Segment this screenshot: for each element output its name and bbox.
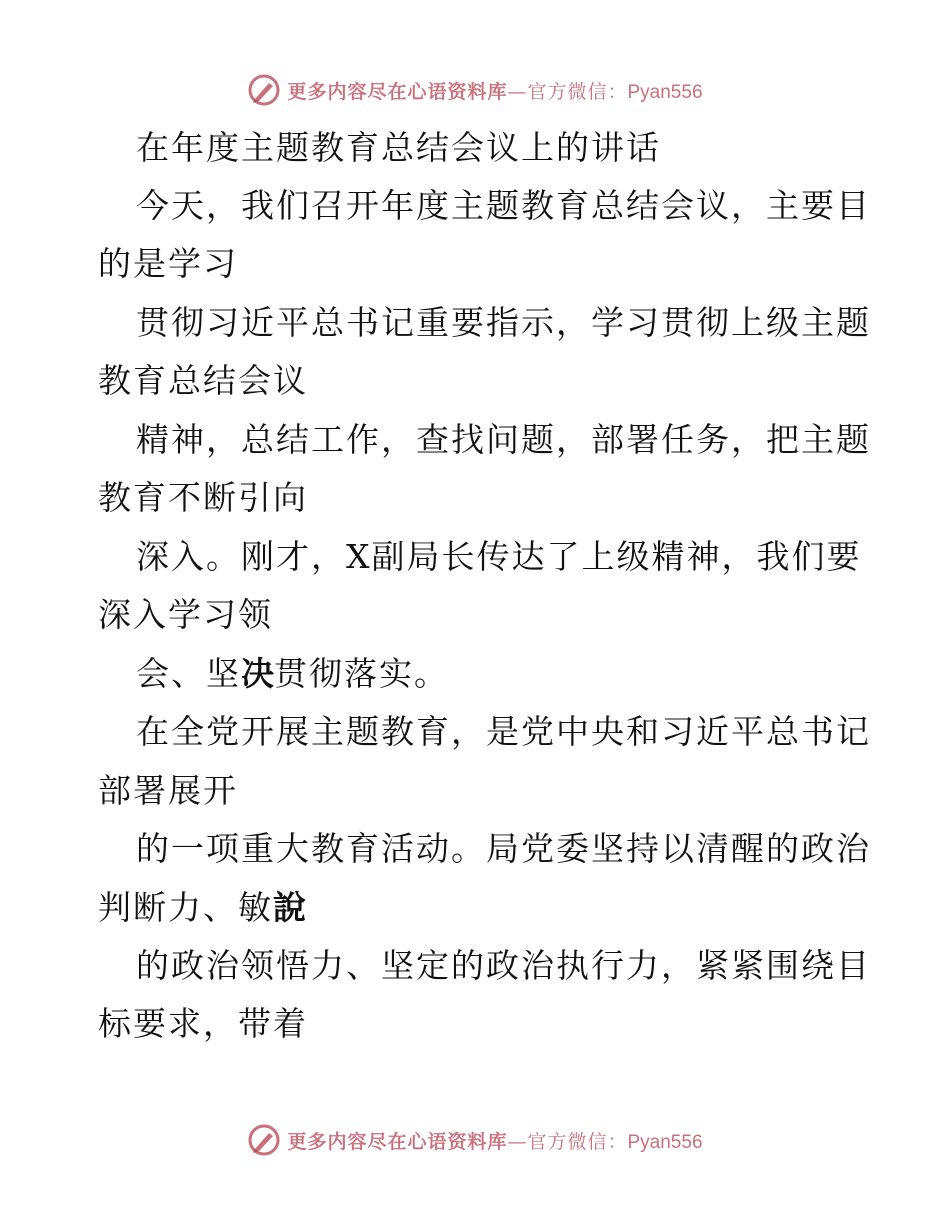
paragraph-line: 标要求，带着 (98, 1004, 308, 1043)
paragraph-line: 的一项重大教育活动。局党委坚持以清醒的政治 (136, 829, 871, 868)
watermark-text: 更多内容尽在心语资料库—官方微信：Pyan556 (287, 1130, 703, 1153)
pen-logo-icon (247, 1123, 281, 1157)
paragraph-line: 深入。刚才，X副局长传达了上级精神，我们要 (136, 537, 862, 576)
paragraph-line: 在全党开展主题教育，是党中央和习近平总书记 (136, 712, 871, 751)
header-watermark (0, 70, 950, 110)
paragraph-line: 会、坚决贯彻落实。 (136, 654, 449, 693)
paragraph-line: 部署展开 (98, 771, 238, 810)
paragraph-line: 今天，我们召开年度主题教育总结会议，主要目 (136, 186, 871, 225)
paragraph-line: 的是学习 (98, 244, 238, 283)
paragraph-line: 教育不断引向 (98, 478, 308, 517)
paragraph-line: 的政治领悟力、坚定的政治执行力，紧紧围绕目 (136, 946, 871, 985)
paragraph-line: 精神，总结工作，查找问题，部署任务，把主题 (136, 420, 871, 459)
footer-watermark (0, 1120, 950, 1160)
paragraph-line: 教育总结会议 (98, 361, 308, 400)
watermark-text: 更多内容尽在心语资料库—官方微信：Pyan556 (287, 80, 703, 103)
paragraph-line: 深入学习领 (98, 595, 273, 634)
paragraph-line: 判断力、敏說 (98, 888, 306, 927)
document-title: 在年度主题教育总结会议上的讲话 (136, 128, 661, 167)
paragraph-line: 贯彻习近平总书记重要指示，学习贯彻上级主题 (136, 303, 871, 342)
pen-logo-icon (247, 73, 281, 107)
